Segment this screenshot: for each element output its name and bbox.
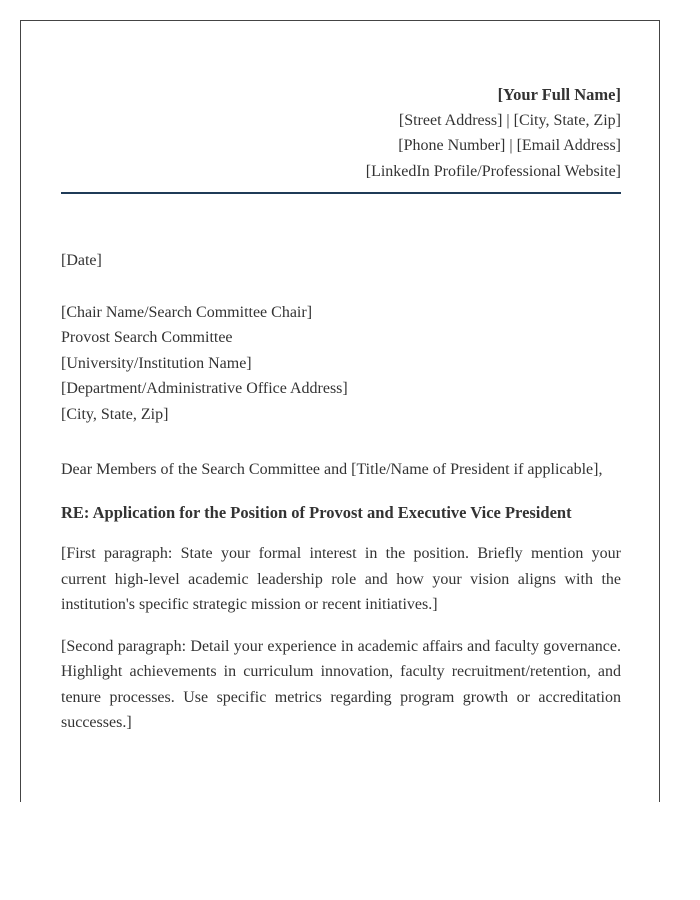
paragraph-second: [Second paragraph: Detail your experience in academic affairs and faculty governance. Highlight achievements in curriculum innovation, faculty recruitment/retention, and tenure processes. Use specific metrics regarding program growth or accreditation successes.]	[61, 637, 621, 731]
sender-website: [LinkedIn Profile/Professional Website]	[365, 162, 621, 180]
paragraph-first: [First paragraph: State your formal interest in the position. Briefly mention your current high-level academic leadership role and how your vision aligns with the institution's specific strategic mission or recent initiatives.]	[61, 545, 621, 613]
header-divider	[61, 192, 621, 194]
letter-page	[20, 20, 660, 802]
letter-header	[61, 82, 621, 184]
sender-name: [Your Full Name]	[497, 85, 621, 104]
recipient-chair: [Chair Name/Search Committee Chair]	[61, 303, 313, 321]
recipient-committee: Provost Search Committee	[61, 329, 233, 346]
letter-content	[61, 82, 621, 736]
recipient-address: [Department/Administrative Office Address]	[61, 380, 348, 397]
sender-address: [Street Address] | [City, State, Zip]	[398, 111, 621, 129]
sender-contact: [Phone Number] | [Email Address]	[398, 137, 621, 154]
recipient-city: [City, State, Zip]	[61, 405, 169, 423]
recipient-block	[61, 300, 621, 428]
subject-line: RE: Application for the Position of Provost and Executive Vice President	[61, 502, 572, 522]
salutation: Dear Members of the Search Committee and [Title/Name of President if applicable],	[61, 461, 603, 478]
letter-date: [Date]	[61, 252, 102, 269]
recipient-institution: [University/Institution Name]	[61, 354, 252, 372]
